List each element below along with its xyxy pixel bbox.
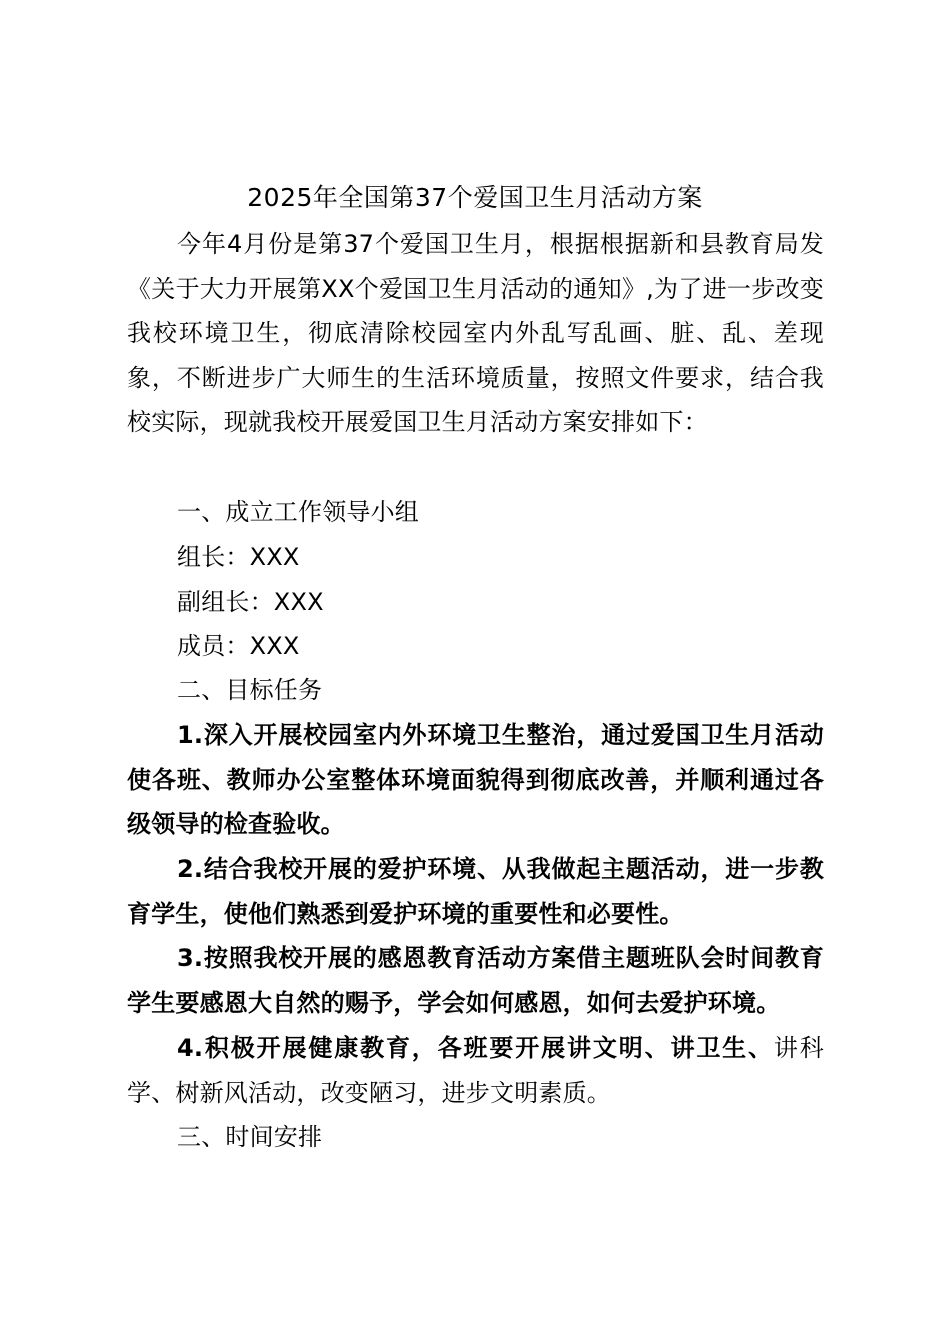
task-4-regular-part: 讲科学、树新风活动，改变陋习，进步文明素质。 xyxy=(127,1034,824,1107)
members-line-block xyxy=(127,624,824,669)
task-4-bold-part: 4.积极开展健康教育，各班要开展讲文明、讲卫生、 xyxy=(177,1034,774,1062)
section-1-heading: 一、成立工作领导小组 xyxy=(177,498,419,526)
section-3-heading: 三、时间安排 xyxy=(177,1123,323,1151)
task-2-text: 2.结合我校开展的爱护环境、从我做起主题活动，进一步教育学生，使他们熟悉到爱护环境的重要性和必要性。 xyxy=(127,855,824,928)
intro-paragraph xyxy=(127,222,824,445)
leader-line: 组长：XXX xyxy=(177,543,300,571)
section-2-heading-block xyxy=(127,668,824,713)
intro-text: 今年4月份是第37个爱国卫生月，根据根据新和县教育局发《关于大力开展第XX个爱国卫生月活动的通知》,为了进一步改变我校环境卫生，彻底清除校园室内外乱写乱画、脏、乱、差现象，不断进步广大师生的生活环境质量，按照文件要求，结合我校实际，现就我校开展爱国卫生月活动方案安排如下： xyxy=(127,230,824,436)
task-1-block xyxy=(127,713,824,847)
section-3-heading-block xyxy=(127,1115,824,1160)
leader-line-block xyxy=(127,535,824,580)
document-title: 2025年全国第37个爱国卫生月活动方案 xyxy=(247,183,703,212)
task-4-text xyxy=(127,1026,824,1115)
task-3-text: 3.按照我校开展的感恩教育活动方案借主题班队会时间教育学生要感恩大自然的赐予，学会如何感恩，如何去爱护环境。 xyxy=(127,944,824,1017)
task-4-block xyxy=(127,1026,824,1115)
section-1-heading-block xyxy=(127,490,824,535)
deputy-leader-line-block xyxy=(127,580,824,625)
task-1-text: 1.深入开展校园室内外环境卫生整治，通过爱国卫生月活动使各班、教师办公室整体环境面貌得到彻底改善，并顺利通过各级领导的检查验收。 xyxy=(127,721,824,838)
members-line: 成员：XXX xyxy=(177,632,300,660)
section-2-heading: 二、目标任务 xyxy=(177,676,323,704)
task-2-block xyxy=(127,847,824,936)
deputy-leader-line: 副组长：XXX xyxy=(177,588,324,616)
task-3-block xyxy=(127,936,824,1025)
